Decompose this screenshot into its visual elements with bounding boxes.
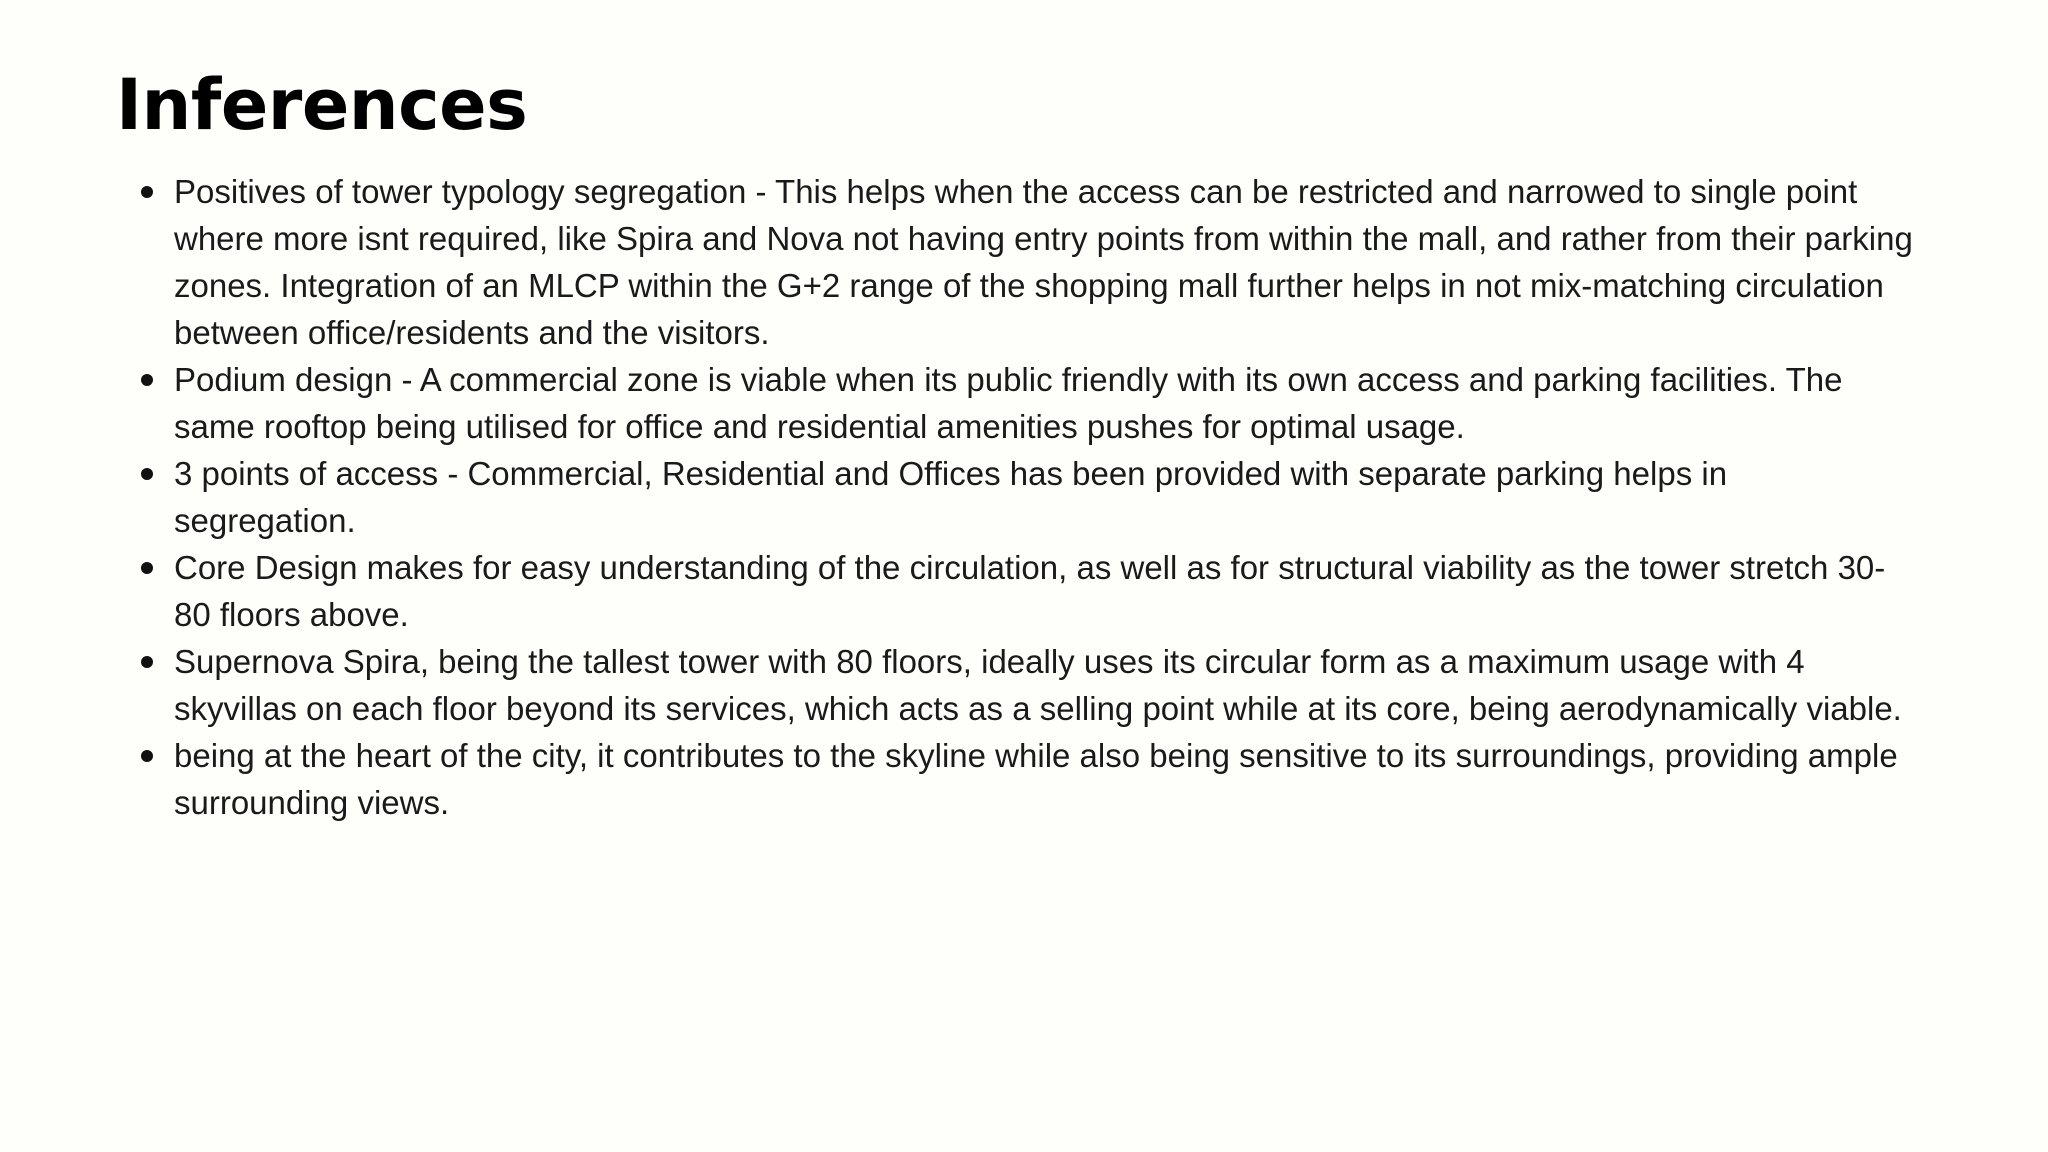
bullet-icon bbox=[141, 750, 153, 762]
list-item bbox=[174, 168, 1914, 356]
list-item bbox=[174, 356, 1914, 450]
bullet-text: being at the heart of the city, it contributes to the skyline while also being sensitive to its surroundings, providing ample surrounding views. bbox=[174, 737, 1898, 821]
bullet-text: 3 points of access - Commercial, Residential and Offices has been provided with separate parking helps in segregation. bbox=[174, 455, 1728, 539]
bullet-icon bbox=[141, 656, 153, 668]
bullet-icon bbox=[141, 468, 153, 480]
list-item bbox=[174, 732, 1914, 826]
bullet-icon bbox=[141, 186, 153, 198]
list-item bbox=[174, 638, 1914, 732]
list-item bbox=[174, 450, 1914, 544]
bullet-text: Positives of tower typology segregation - This helps when the access can be restricted and narrowed to single point where more isnt required, like Spira and Nova not having entry points from within the mall, and rather from their parking zones. Integration of an MLCP within the G+2 range of the shopping mall further helps in not mix-matching circulation between office/residents and the visitors. bbox=[174, 173, 1913, 351]
bullet-text: Supernova Spira, being the tallest tower with 80 floors, ideally uses its circular form as a maximum usage with 4 skyvillas on each floor beyond its services, which acts as a selling point while at its core, being aerodynamically viable. bbox=[174, 643, 1902, 727]
list-item bbox=[174, 544, 1914, 638]
page-title: Inferences bbox=[116, 64, 528, 146]
bullet-icon bbox=[141, 562, 153, 574]
bullet-text: Podium design - A commercial zone is viable when its public friendly with its own access and parking facilities. The same rooftop being utilised for office and residential amenities pushes for optimal usage. bbox=[174, 361, 1843, 445]
bullet-list bbox=[174, 168, 1914, 826]
bullet-icon bbox=[141, 374, 153, 386]
bullet-text: Core Design makes for easy understanding of the circulation, as well as for structural viability as the tower stretch 30-80 floors above. bbox=[174, 549, 1886, 633]
